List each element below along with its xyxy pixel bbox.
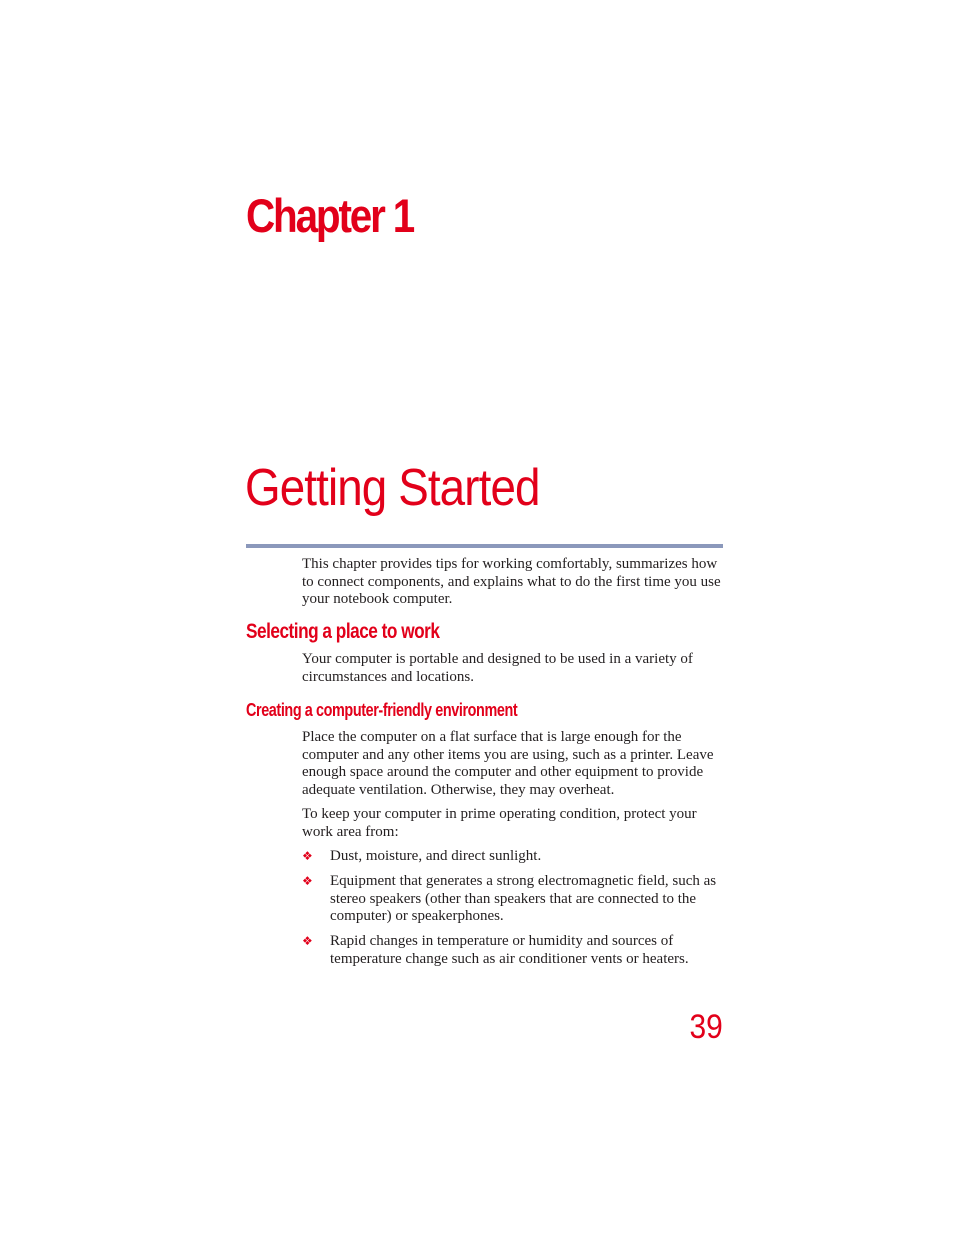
diamond-bullet-icon: ❖ — [302, 874, 313, 888]
environment-paragraph-1: Place the computer on a flat surface that is large enough for the computer and any other items you are using, such as a printer. Leave enough space around the computer and other equipment to provide adequate ventilation. Otherwise, they may overheat. — [302, 729, 714, 798]
list-item — [302, 848, 727, 866]
diamond-bullet-icon: ❖ — [302, 849, 313, 863]
chapter-title: Getting Started — [245, 459, 540, 517]
protection-bullet-list — [302, 848, 727, 976]
list-item — [302, 933, 727, 968]
page-number: 39 — [689, 1008, 723, 1046]
diamond-bullet-icon: ❖ — [302, 934, 313, 948]
chapter-label: Chapter 1 — [246, 189, 414, 242]
list-item-text: Dust, moisture, and direct sunlight. — [330, 848, 542, 864]
title-rule — [246, 544, 723, 548]
section-heading-selecting-place: Selecting a place to work — [246, 620, 440, 643]
subsection-heading-environment: Creating a computer-friendly environment — [246, 700, 518, 720]
list-item-text: Equipment that generates a strong electromagnetic field, such as stereo speakers (other than speakers that are connected to the computer) or speakerphones. — [330, 873, 717, 924]
list-item — [302, 873, 727, 926]
intro-paragraph: This chapter provides tips for working comfortably, summarizes how to connect components, and explains what to do the first time you use your notebook computer. — [302, 556, 721, 607]
environment-paragraph-2: To keep your computer in prime operating condition, protect your work area from: — [302, 806, 697, 840]
list-item-text: Rapid changes in temperature or humidity and sources of temperature change such as air conditioner vents or heaters. — [330, 933, 689, 967]
section-paragraph-selecting-place: Your computer is portable and designed to be used in a variety of circumstances and locations. — [302, 651, 693, 685]
